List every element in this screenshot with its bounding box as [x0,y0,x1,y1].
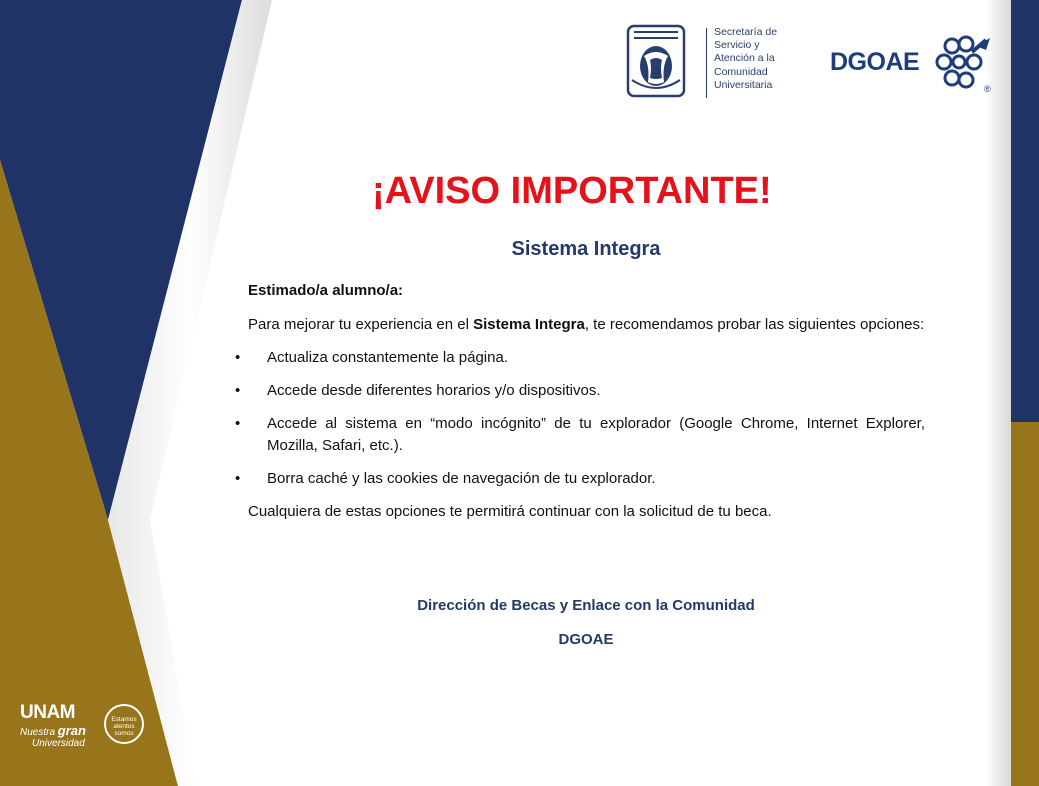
dgoae-knot-icon [932,32,996,92]
header-logos [620,20,1030,110]
signature-department: Dirección de Becas y Enlace con la Comunidad [417,597,755,614]
bullet-icon: • [235,382,241,399]
notice-body [235,280,925,523]
secretaria-line: Comunidad [714,65,768,78]
intro-text-end: , te recomendamos probar las siguientes opciones: [584,316,925,333]
svg-text:Estamos: Estamos [111,716,137,723]
list-item [235,468,925,490]
list-item-text: Borra caché y las cookies de navegación de tu explorador. [267,470,656,487]
atentos-badge-icon [102,700,146,748]
list-item-text: Accede desde diferentes horarios y/o dispositivos. [267,382,601,399]
dgoae-logo-text: DGOAE [830,48,920,76]
closing-text: Cualquiera de estas opciones te permitirá continuar con la solicitud de tu beca. [248,503,772,520]
unam-brand [20,702,86,749]
secretaria-line: Universitaria [714,78,773,91]
notice-subtitle: Sistema Integra [511,238,661,260]
bullet-icon: • [235,415,241,432]
slogan-part: Universidad [32,738,85,749]
list-item [235,347,925,369]
signature-org: DGOAE [558,631,614,648]
header-separator [706,28,707,98]
registered-mark: ® [984,84,991,94]
svg-text:atentos: atentos [113,723,135,730]
bullet-icon: • [235,349,241,366]
slogan-part: gran [57,723,86,738]
svg-text:somos: somos [114,730,134,737]
list-item [235,380,925,402]
intro-paragraph [248,314,925,336]
intro-system-name: Sistema Integra [473,316,585,333]
intro-text: Para mejorar tu experiencia en el [248,316,474,333]
secretaria-line: Servicio y [714,39,760,52]
list-item-text: Actualiza constantemente la página. [267,349,508,366]
list-item-text: Accede al sistema en “modo incógnito” de tu explorador (Google Chrome, Internet Explorer, Mozilla, Safari, etc.). [267,415,925,454]
unam-logo-text: UNAM [20,702,75,723]
list-item [235,413,925,457]
slogan-part: Nuestra [20,727,56,738]
bullet-icon: • [235,470,241,487]
unam-slogan [20,723,86,749]
notice-title: ¡AVISO IMPORTANTE! [372,170,772,212]
secretaria-line: Secretaría de [714,26,778,38]
unam-shield-icon [620,22,692,100]
secretaria-label [714,26,777,92]
secretaria-line: Atención a la [714,52,775,65]
greeting: Estimado/a alumno/a: [248,282,404,299]
